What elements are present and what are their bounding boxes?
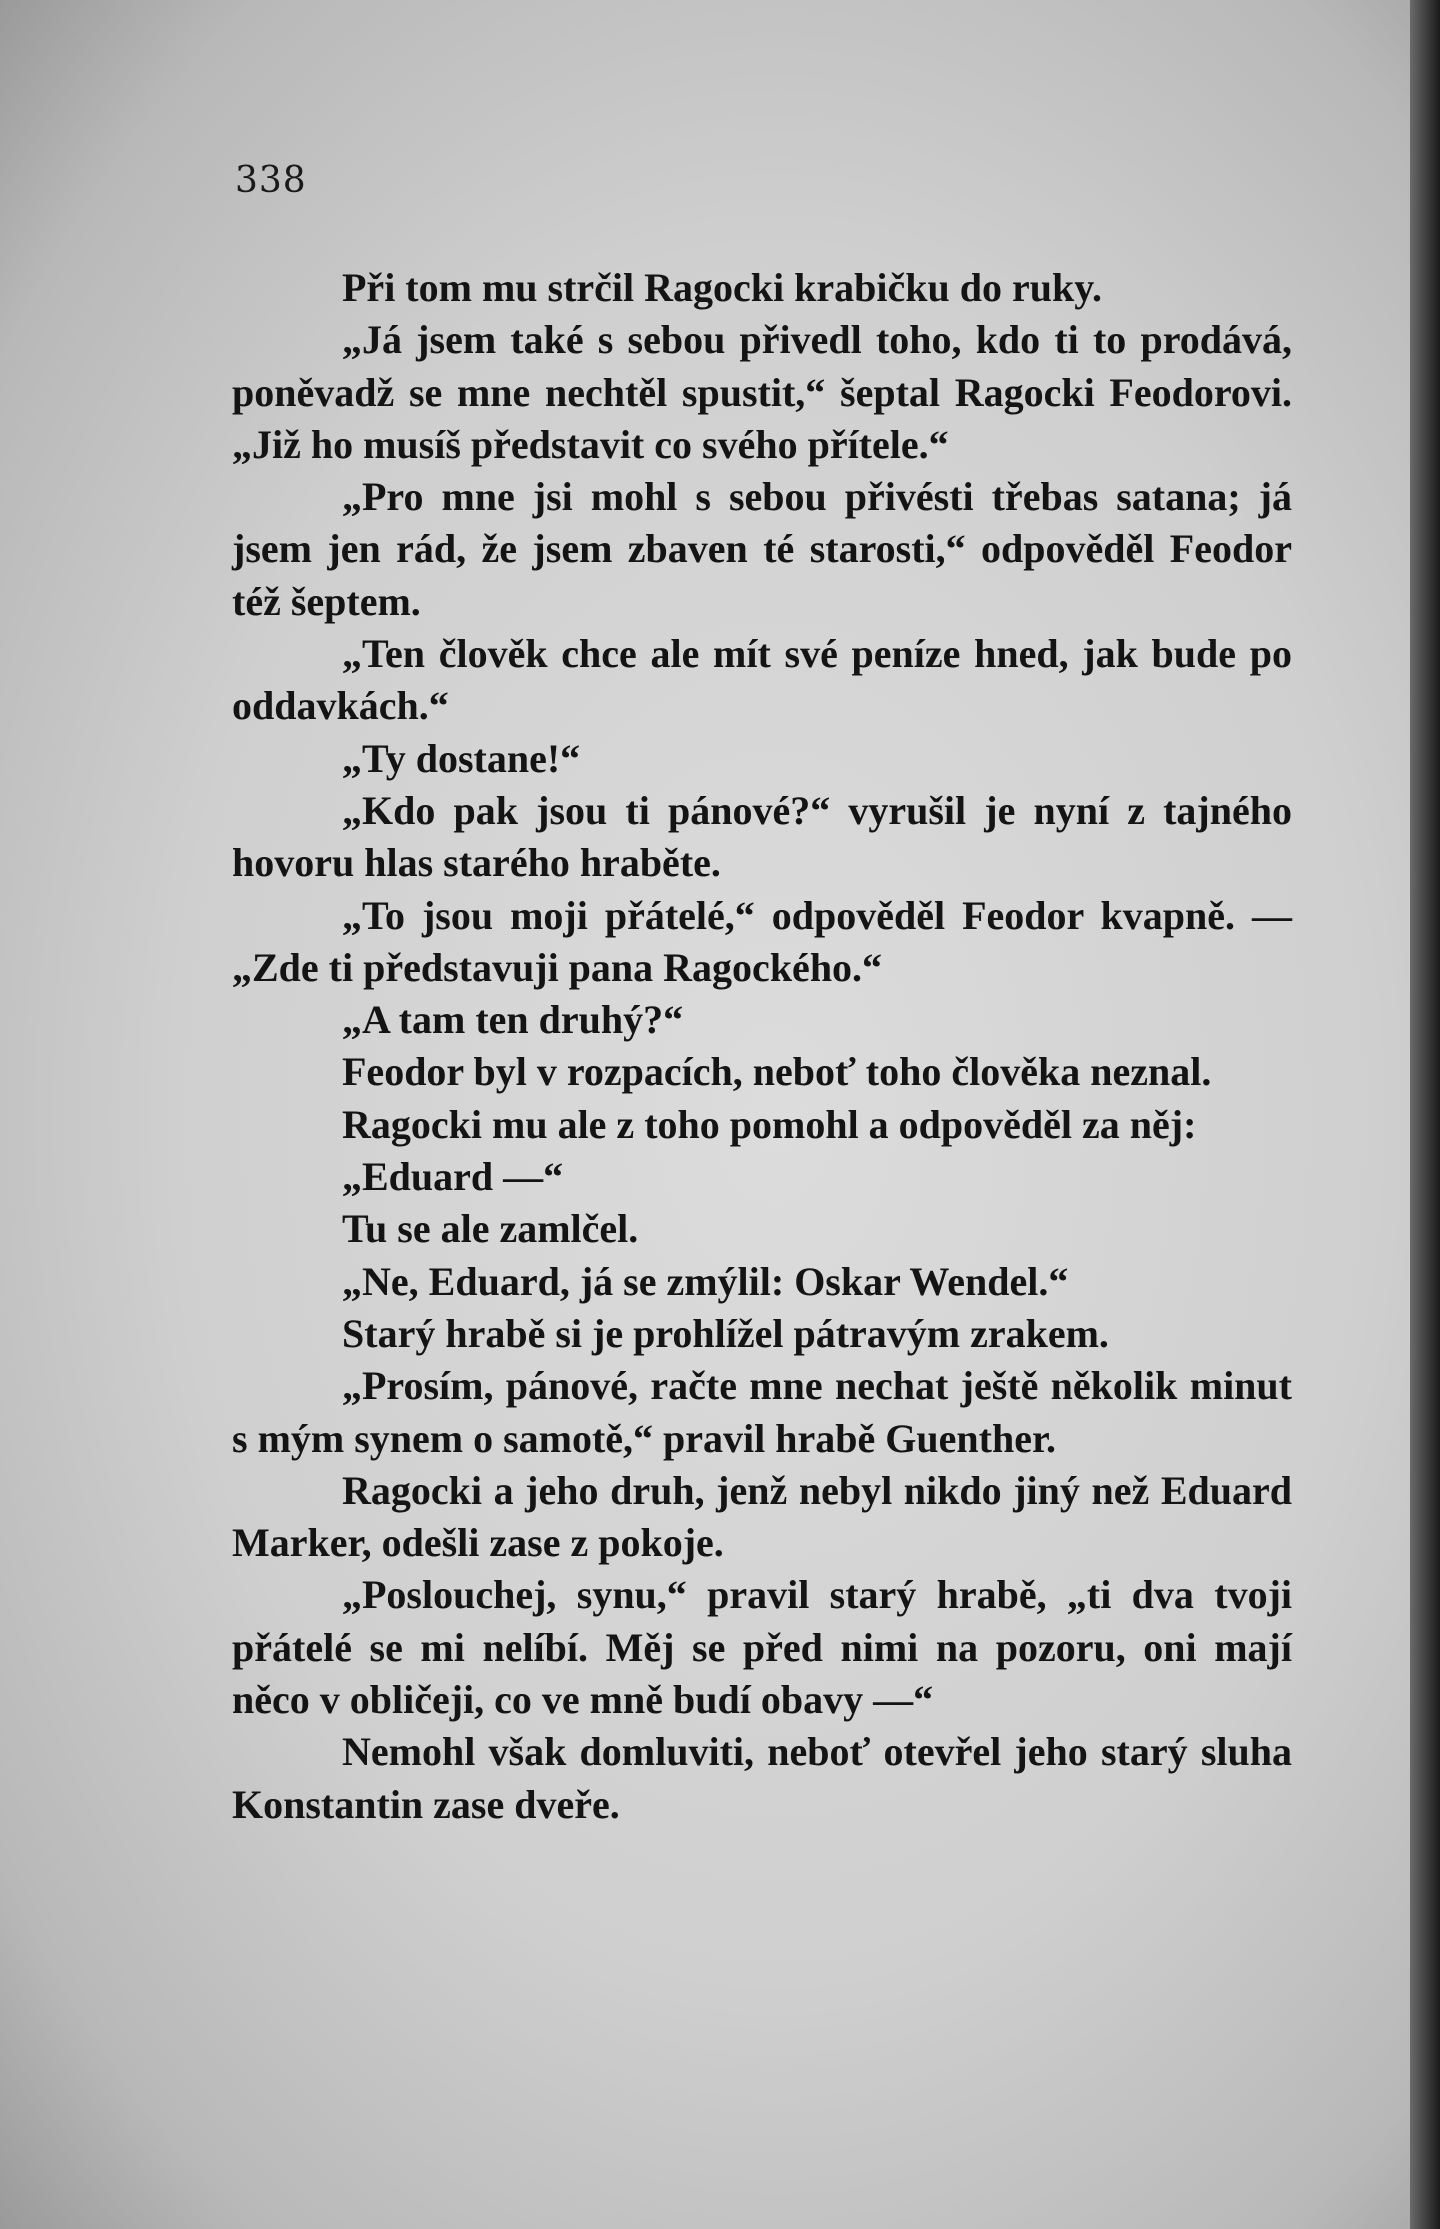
body-text [232,262,1292,1831]
page-edge-shadow [1410,0,1440,2229]
paragraph: Při tom mu strčil Ragocki krabičku do ruky. [342,265,1103,310]
paragraph: Nemohl však domluviti, neboť otevřel jeho starý sluha Konstantin zase dveře. [232,1729,1292,1827]
paragraph: Starý hrabě si je prohlížel pátravým zrakem. [342,1310,1109,1356]
paragraph: „Já jsem také s sebou přivedl toho, kdo ti to prodává, poněvadž se mne nechtěl spustit,“ šeptal Ragocki Feodorovi. „Již ho musíš představit co svého přítele.“ [232,317,1292,467]
paragraph: „A tam ten druhý?“ [342,997,684,1043]
paragraph: Ragocki a jeho druh, jenž nebyl nikdo jiný než Eduard Marker, odešli zase z pokoje. [232,1467,1292,1566]
paragraph: „Kdo pak jsou ti pánové?“ vyrušil je nyní z tajného hovoru hlas starého hraběte. [232,787,1292,886]
paragraph: „Pro mne jsi mohl s sebou přivésti třebas satana; já jsem jen rád, že jsem zbaven té starosti,“ odpověděl Feodor též šeptem. [232,474,1292,624]
paragraph: „Ne, Eduard, já se zmýlil: Oskar Wendel.“ [342,1258,1069,1304]
paragraph: Ragocki mu ale z toho pomohl a odpověděl za něj: [342,1101,1197,1147]
paragraph: „Poslouchej, synu,“ pravil starý hrabě, „ti dva tvoji přátelé se mi nelíbí. Měj se před nimi na pozoru, oni mají něco v obličeji, co ve mně budí obavy —“ [232,1572,1292,1723]
paragraph: „To jsou moji přátelé,“ odpověděl Feodor kvapně. — „Zde ti představuji pana Ragockého.“ [232,892,1292,990]
paragraph: „Ty dostane!“ [342,735,581,781]
paragraph: Feodor byl v rozpacích, neboť toho člověka neznal. [342,1049,1212,1095]
page-number: 338 [235,160,307,201]
paragraph: „Eduard —“ [342,1154,564,1200]
paragraph: „Ten člověk chce ale mít své peníze hned, jak bude po oddavkách.“ [232,631,1292,729]
paragraph: Tu se ale zamlčel. [342,1206,639,1252]
paragraph: „Prosím, pánové, račte mne nechat ještě několik minut s mým synem o samotě,“ pravil hrabě Guenther. [232,1363,1292,1461]
